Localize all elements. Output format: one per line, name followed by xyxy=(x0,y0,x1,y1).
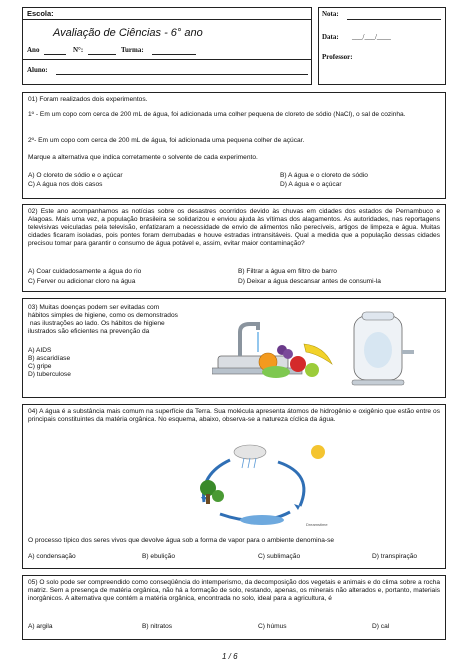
header-divider xyxy=(22,19,312,20)
aluno-field[interactable] xyxy=(56,74,308,75)
pear-fruit xyxy=(305,363,319,377)
question-3-options xyxy=(28,347,71,379)
q3-option-d[interactable]: D) tuberculose xyxy=(28,371,71,379)
banana-fruit xyxy=(304,344,332,364)
data-field[interactable]: ___/___/____ xyxy=(352,33,391,41)
question-1-exp1: 1º - Em um copo com cerca de 200 mL de água, foi adicionada uma colher pequena de cloreto de sódio (NaCl), o sal de cozinha. xyxy=(28,111,406,118)
q5-option-c[interactable]: C) húmus xyxy=(258,623,287,630)
nota-label: Nota: xyxy=(322,10,339,18)
question-4-text: 04) A água é a substância mais comum na superfície da Terra. Sua molécula apresenta átomos de hidrogênio e oxigênio que estão entre os principais constituintes da matéria orgânica. No esquema, abaixo, observa-se a natureza cíclica da água. xyxy=(28,408,440,424)
question-2-text: 02) Este ano acompanhamos as notícias sobre os desastres ocorridos devido às chuvas em cidades dos estados de Pernambuco e Alagoas. Mais uma vez, a população brasileira se solidarizou e enviou ajuda às vítimas dos alagamentos. As autoridades, nas reportagens televisivas veiculadas pela televisão, enfatizaram a necessidade de envio de alimentos não perecíveis, artigos de limpeza e água. Muitas cidades ficaram isoladas, pois pontes foram derrubadas e houve estradas intransitáveis. Qual a medida que a população dessas cidades precisou tomar para garantir o consumo de água potável e, assim, evitar maior contaminação? xyxy=(28,208,440,248)
q5-option-a[interactable]: A) argila xyxy=(28,623,53,630)
lake-icon xyxy=(240,515,284,525)
q5-option-d[interactable]: D) cal xyxy=(372,623,390,630)
q5-option-b[interactable]: B) nitratos xyxy=(142,623,173,630)
q1-option-d[interactable]: D) A água e o açúcar xyxy=(280,181,342,188)
question-3-text xyxy=(28,304,178,336)
water-cycle-diagram xyxy=(190,440,338,530)
q4-option-c[interactable]: C) sublimação xyxy=(258,553,301,560)
turma-label: Turma: xyxy=(121,46,144,54)
q2-option-c[interactable]: C) Ferver ou adicionar cloro na água xyxy=(28,278,136,285)
q3-line-4: ilustrados são eficientes na prevenção da xyxy=(28,328,150,336)
q3-option-a[interactable]: A) AIDS xyxy=(28,347,52,354)
cycle-arrow-right xyxy=(278,462,304,506)
apple-fruit xyxy=(290,356,306,372)
q3-option-c[interactable]: C) gripe xyxy=(28,363,52,371)
q1-option-b[interactable]: B) A água e o cloreto de sódio xyxy=(280,172,368,179)
hygiene-illustration xyxy=(212,306,440,392)
faucet-icon xyxy=(240,324,258,356)
school-label: Escola: xyxy=(27,9,54,18)
cloud-icon xyxy=(234,445,266,459)
question-1-prompt: Marque a alternativa que indica corretamente o solvente de cada experimento. xyxy=(28,154,258,161)
q3-line-2: hábitos simples de higiene, como os demonstrados xyxy=(28,312,178,320)
q1-option-a[interactable]: A) O cloreto de sódio e o açúcar xyxy=(28,172,123,179)
diagram-caption: Dreamstime xyxy=(306,522,328,527)
ano-label: Ano xyxy=(27,46,40,54)
sun-icon xyxy=(311,445,325,459)
nota-field[interactable] xyxy=(347,19,441,20)
q3-line-1: 03) Muitas doenças podem ser evitadas com xyxy=(28,304,160,311)
header-divider-2 xyxy=(22,59,312,60)
data-label: Data: xyxy=(322,33,339,41)
q4-option-a[interactable]: A) condensação xyxy=(28,553,76,560)
q1-option-c[interactable]: C) A água nos dois casos xyxy=(28,181,103,188)
q4-option-b[interactable]: B) ebulição xyxy=(142,553,175,560)
page-number: 1 / 6 xyxy=(222,652,238,661)
aluno-label: Aluno: xyxy=(27,66,48,74)
q2-option-d[interactable]: D) Deixar a água descansar antes de consumi-la xyxy=(238,278,381,285)
ano-field[interactable] xyxy=(44,54,66,55)
q3-option-b[interactable]: B) ascaridíase xyxy=(28,355,71,363)
question-1-exp2: 2º- Em um copo com cerca de 200 mL de água, foi adicionada uma pequena colher de açúcar. xyxy=(28,137,305,144)
numero-label: N°: xyxy=(73,46,84,54)
page-title: Avaliação de Ciências - 6° ano xyxy=(53,27,203,39)
q2-option-a[interactable]: A) Coar cuidadosamente a água do rio xyxy=(28,268,142,275)
q2-option-b[interactable]: B) Filtrar a água em filtro de barro xyxy=(238,268,337,275)
professor-label: Professor: xyxy=(322,53,353,61)
q3-line-3: nas ilustrações ao lado. Os hábitos de higiene xyxy=(28,320,165,328)
q4-option-d[interactable]: D) transpiração xyxy=(372,553,418,560)
question-5-text: 05) O solo pode ser compreendido como conseqüência do intemperismo, da decomposição dos vegetais e animais e do clima sobre a rocha matriz. Sem a presença de matéria orgânica, não há a formação de solo, restando, apenas, os minerais não alterados e, portanto, materiais inorgânicos. A alternativa que contém a matéria orgânica, encontrada no solo, ideal para a agricultura, é xyxy=(28,579,440,603)
question-4-prompt: O processo típico dos seres vivos que devolve água sob a forma de vapor para o ambiente denomina-se xyxy=(28,537,335,544)
question-1-stem: 01) Foram realizados dois experimentos. xyxy=(28,96,148,103)
melon-fruit xyxy=(262,366,290,378)
numero-field[interactable] xyxy=(88,54,116,55)
turma-field[interactable] xyxy=(152,54,196,55)
